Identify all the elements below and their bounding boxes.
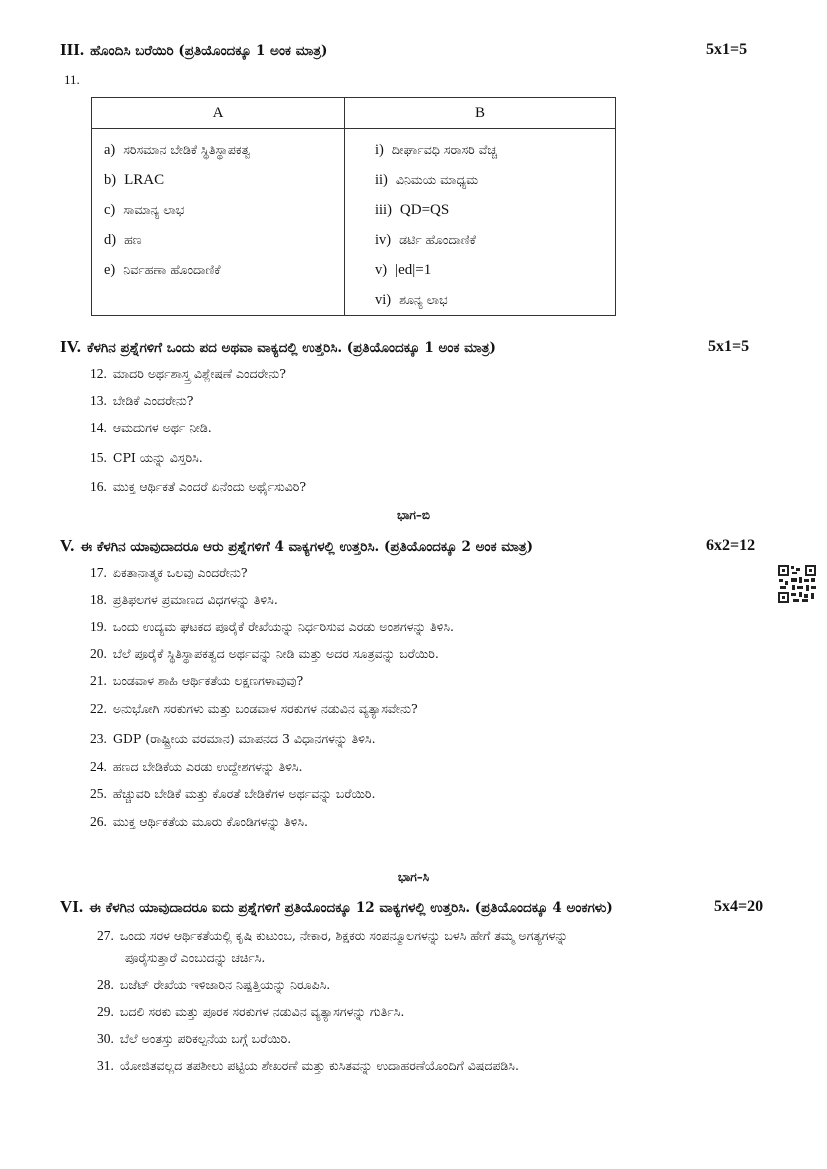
question-27: 27. ಒಂದು ಸರಳ ಆರ್ಥಿಕತೆಯಲ್ಲಿ ಕೃಷಿ ಕುಟುಂಬ, ನೇಕಾರ, ಶಿಕ್ಷಕರು ಸಂಪನ್ಮೂಲಗಳನ್ನು ಬಳಸಿ ಹೇಗೆ ತಮ್ಮ ಅಗತ್ಯಗಳನ್ನು <box>97 928 568 943</box>
question-18: 18. ಪ್ರತಿಫಲಗಳ ಪ್ರಮಾಣದ ವಿಧಗಳನ್ನು ತಿಳಿಸಿ. <box>90 592 278 607</box>
question-31: 31. ಯೋಜಿತವಲ್ಲದ ತಪಶೀಲು ಪಟ್ಟಿಯ ಶೇಖರಣೆ ಮತ್ತು ಕುಸಿತವನ್ನು ಉದಾಹರಣೆಯೊಂದಿಗೆ ವಿಷದಪಡಿಸಿ. <box>97 1058 519 1073</box>
section-5-heading: V. ಈ ಕೆಳಗಿನ ಯಾವುದಾದರೂ ಆರು ಪ್ರಶ್ನೆಗಳಿಗೆ 4 ವಾಕ್ಯಗಳಲ್ಲಿ ಉತ್ತರಿಸಿ. (ಪ್ರತಿಯೊಂದಕ್ಕೂ 2 ಅಂಕ ಮಾತ್ರ) <box>60 536 534 555</box>
section-4-heading: IV. ಕೆಳಗಿನ ಪ್ರಶ್ನೆಗಳಿಗೆ ಒಂದು ಪದ ಅಥವಾ ವಾಕ್ಯದಲ್ಲಿ ಉತ್ತರಿಸಿ. (ಪ್ರತಿಯೊಂದಕ್ಕೂ 1 ಅಂಕ ಮಾತ್ರ) <box>60 337 496 356</box>
question-20: 20. ಬೆಲೆ ಪೂರೈಕೆ ಸ್ಥಿತಿಸ್ಥಾಪಕತ್ವದ ಅರ್ಥವನ್ನು ನೀಡಿ ಮತ್ತು ಅದರ ಸೂತ್ರವನ್ನು ಬರೆಯಿರಿ. <box>90 646 439 661</box>
question-28: 28. ಬಜೆಟ್ ರೇಖೆಯ ಇಳಿಜಾರಿನ ನಿಷ್ಪತ್ತಿಯನ್ನು ನಿರೂಪಿಸಿ. <box>97 977 331 992</box>
column-b-cell <box>345 129 616 316</box>
question-17: 17. ಏಕತಾನಾತ್ಮಕ ಒಲವು ಎಂದರೇನು? <box>90 565 248 580</box>
section-6-heading: VI. ಈ ಕೆಳಗಿನ ಯಾವುದಾದರೂ ಐದು ಪ್ರಶ್ನೆಗಳಿಗೆ ಪ್ರತಿಯೊಂದಕ್ಕೂ 12 ವಾಕ್ಯಗಳಲ್ಲಿ ಉತ್ತರಿಸಿ. (ಪ್ರತಿಯೊಂದಕ್ಕೂ 4 ಅಂಕಗಳು) <box>60 897 613 916</box>
part-c-heading: ಭಾಗ–ಸಿ <box>397 870 430 884</box>
question-21: 21. ಬಂಡವಾಳ ಶಾಹಿ ಆರ್ಥಿಕತೆಯ ಲಕ್ಷಣಗಳಾವುವು? <box>90 673 304 688</box>
section-3-heading: III. ಹೊಂದಿಸಿ ಬರೆಯಿರಿ (ಪ್ರತಿಯೊಂದಕ್ಕೂ 1 ಅಂಕ ಮಾತ್ರ) <box>60 40 328 59</box>
section-4-marks: 5x1=5 <box>708 338 750 355</box>
question-19: 19. ಒಂದು ಉದ್ಯಮ ಘಟಕದ ಪೂರೈಕೆ ರೇಖೆಯನ್ನು ನಿರ್ಧರಿಸುವ ಎರಡು ಅಂಶಗಳನ್ನು ತಿಳಿಸಿ. <box>90 619 455 634</box>
a-item: b) LRAC <box>104 172 165 188</box>
question-30: 30. ಬೆಲೆ ಅಂತಸ್ತು ಪರಿಕಲ್ಪನೆಯ ಬಗ್ಗೆ ಬರೆಯಿರಿ. <box>97 1031 292 1046</box>
b-item: iv) ಡರ್ಟಿ ಹೊಂದಾಣಿಕೆ <box>375 232 476 248</box>
section-6-marks: 5x4=20 <box>714 898 764 915</box>
a-item: e) ನಿರ್ವಹಣಾ ಹೊಂದಾಣಿಕೆ <box>104 262 221 278</box>
b-item: i) ದೀರ್ಘಾವಧಿ ಸರಾಸರಿ ವೆಚ್ಚ <box>375 142 498 158</box>
question-25: 25. ಹೆಚ್ಚುವರಿ ಬೇಡಿಕೆ ಮತ್ತು ಕೊರತೆ ಬೇಡಿಕೆಗಳ ಅರ್ಥವನ್ನು ಬರೆಯಿರಿ. <box>90 786 376 801</box>
question-29: 29. ಬದಲಿ ಸರಕು ಮತ್ತು ಪೂರಕ ಸರಕುಗಳ ನಡುವಿನ ವ್ಯತ್ಯಾಸಗಳನ್ನು ಗುರ್ತಿಸಿ. <box>97 1004 405 1019</box>
question-23: 23. GDP (ರಾಷ್ಟ್ರೀಯ ವರಮಾನ) ಮಾಪನದ 3 ವಿಧಾನಗಳನ್ನು ತಿಳಿಸಿ. <box>90 731 376 746</box>
qr-code-icon <box>777 564 817 604</box>
question-14: 14. ಆಮದುಗಳ ಅರ್ಥ ನೀಡಿ. <box>90 420 212 435</box>
match-table <box>91 97 616 316</box>
column-a-header: A <box>92 98 345 129</box>
question-16: 16. ಮುಕ್ತ ಆರ್ಥಿಕತೆ ಎಂದರೆ ಏನೆಂದು ಅರ್ಥೈಸುವಿರಿ? <box>90 479 307 494</box>
question-24: 24. ಹಣದ ಬೇಡಿಕೆಯ ಎರಡು ಉದ್ದೇಶಗಳನ್ನು ತಿಳಿಸಿ. <box>90 759 303 774</box>
column-b-header: B <box>345 98 616 129</box>
section-5-marks: 6x2=12 <box>706 537 756 554</box>
a-item: c) ಸಾಮಾನ್ಯ ಲಾಭ <box>104 202 185 218</box>
column-a-cell <box>92 129 345 316</box>
part-b-heading: ಭಾಗ–ಬಿ <box>397 508 430 522</box>
question-15: 15. CPI ಯನ್ನು ವಿಸ್ತರಿಸಿ. <box>90 450 203 465</box>
a-item: d) ಹಣ <box>104 232 142 248</box>
section-3-marks: 5x1=5 <box>706 41 748 58</box>
question-26: 26. ಮುಕ್ತ ಆರ್ಥಿಕತೆಯ ಮೂರು ಕೊಂಡಿಗಳನ್ನು ತಿಳಿಸಿ. <box>90 814 309 829</box>
a-item: a) ಸರಿಸಮಾನ ಬೇಡಿಕೆ ಸ್ಥಿತಿಸ್ಥಾಪಕತ್ವ <box>104 142 251 158</box>
question-22: 22. ಅನುಭೋಗಿ ಸರಕುಗಳು ಮತ್ತು ಬಂಡವಾಳ ಸರಕುಗಳ ನಡುವಿನ ವ್ಯತ್ಯಾಸವೇನು? <box>90 701 418 716</box>
question-11-number: 11. <box>64 72 80 87</box>
b-item: ii) ವಿನಿಮಯ ಮಾಧ್ಯಮ <box>375 172 479 188</box>
b-item: v) |ed|=1 <box>375 262 432 278</box>
b-item: vi) ಶೂನ್ಯ ಲಾಭ <box>375 292 448 308</box>
question-13: 13. ಬೇಡಿಕೆ ಎಂದರೇನು? <box>90 393 194 408</box>
question-27-continued: ಪೂರೈಸುತ್ತಾರೆ ಎಂಬುದನ್ನು ಚರ್ಚಿಸಿ. <box>125 950 266 965</box>
b-item: iii) QD=QS <box>375 202 450 218</box>
question-12: 12. ಮಾದರಿ ಅರ್ಥಶಾಸ್ತ್ರ ವಿಶ್ಲೇಷಣೆ ಎಂದರೇನು? <box>90 366 286 381</box>
